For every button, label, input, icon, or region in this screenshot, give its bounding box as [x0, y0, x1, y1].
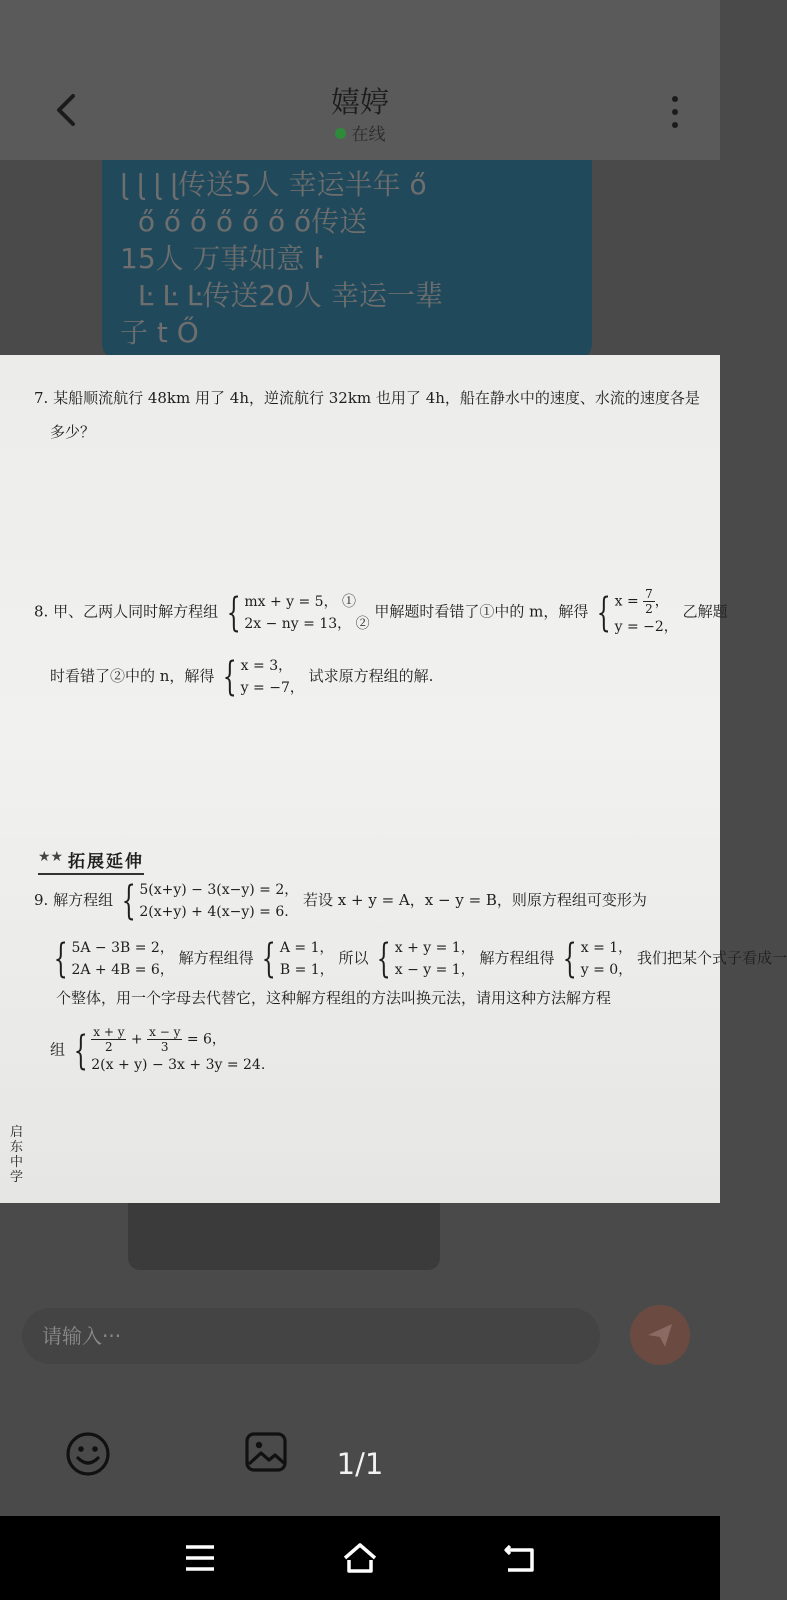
menu-icon [182, 1541, 218, 1575]
question-9-line3: 个整体，用一个字母去代替它，这种解方程组的方法叫换元法，请用这种方法解方程 [56, 989, 612, 1007]
send-button[interactable] [630, 1305, 690, 1365]
page-indicator: 1/1 [336, 1447, 384, 1481]
status-text: 在线 [351, 125, 386, 145]
message-text: ɭ ɭ ɭ ɭ传送5人 幸运半年 ő ő ő ő ő ő ő ő传送 15人 万事如意 ŀ Ŀ Ŀ Ŀ传送20人 幸运一辈 子 t Ő [120, 168, 443, 349]
back-nav-button[interactable] [498, 1538, 542, 1578]
send-icon [645, 1320, 675, 1350]
chat-header [0, 0, 720, 160]
more-vertical-icon [672, 96, 678, 102]
section-title: 拓展延伸 [38, 847, 144, 875]
online-dot [335, 128, 346, 139]
question-8-line1: 8. 甲、乙两人同时解方程组 { mx + y = 5， ① 2x − ny = 13， ② 甲解题时看错了①中的 m，解得 { x = $\frac{7}{2}$ ， y = −2， 乙解题 [34, 587, 728, 638]
question-7-cont: 多少？ [50, 423, 96, 441]
question-9-line1: 9. 解方程组 { 5(x+y) − 3(x−y) = 2， 2(x+y) + 4(x−y) = 6. 若设 x + y = A，x − y = B，则原方程组可变形为 [34, 878, 647, 924]
home-nav-button[interactable] [338, 1538, 382, 1578]
question-8-line2: 时看错了②中的 n，解得 { x = 3， y = −7， 试求原方程组的解. [50, 654, 434, 700]
back-nav-icon [502, 1541, 538, 1575]
home-icon [342, 1541, 378, 1575]
presence-status [0, 120, 720, 145]
contact-name: 嬉婷 [330, 85, 389, 119]
equation-system: { mx + y = 5， ① 2x − ny = 13， ② [226, 589, 370, 636]
message-input-field[interactable] [22, 1308, 600, 1364]
system-nav-bar [0, 1516, 720, 1600]
viewed-photo[interactable] [0, 355, 787, 1203]
star-icon: ★★ [38, 849, 64, 865]
solution-system: { x = $\frac{7}{2}$ ， y = −2， [596, 587, 678, 636]
question-7: 7. 某船顺流航行 48km 用了 4h，逆流航行 32km 也用了 4h，船在静水中的速度、水流的速度各是 [34, 389, 700, 407]
message-bubble [102, 160, 592, 360]
question-9-line2: { 5A − 3B = 2， 2A + 4B = 6， 解方程组得 { A = 1， B = 1， 所以 { x + y = 1， x − y = 1， 解方程组得 { x = 1， y = 0， 我们把某个式子看成一 [53, 936, 787, 982]
image-message-thumbnail [128, 1200, 440, 1270]
question-9-line4: 组 { $\frac{x + y}{2}$ + $\frac{x - y}{3}$ = 6， 2(x + y) − 3x + 3y = 24. [50, 1025, 266, 1074]
side-label: 启东中学 [10, 1125, 24, 1185]
menu-nav-button[interactable] [178, 1538, 222, 1578]
more-options-button[interactable] [660, 92, 690, 132]
message-input[interactable] [42, 1324, 600, 1348]
